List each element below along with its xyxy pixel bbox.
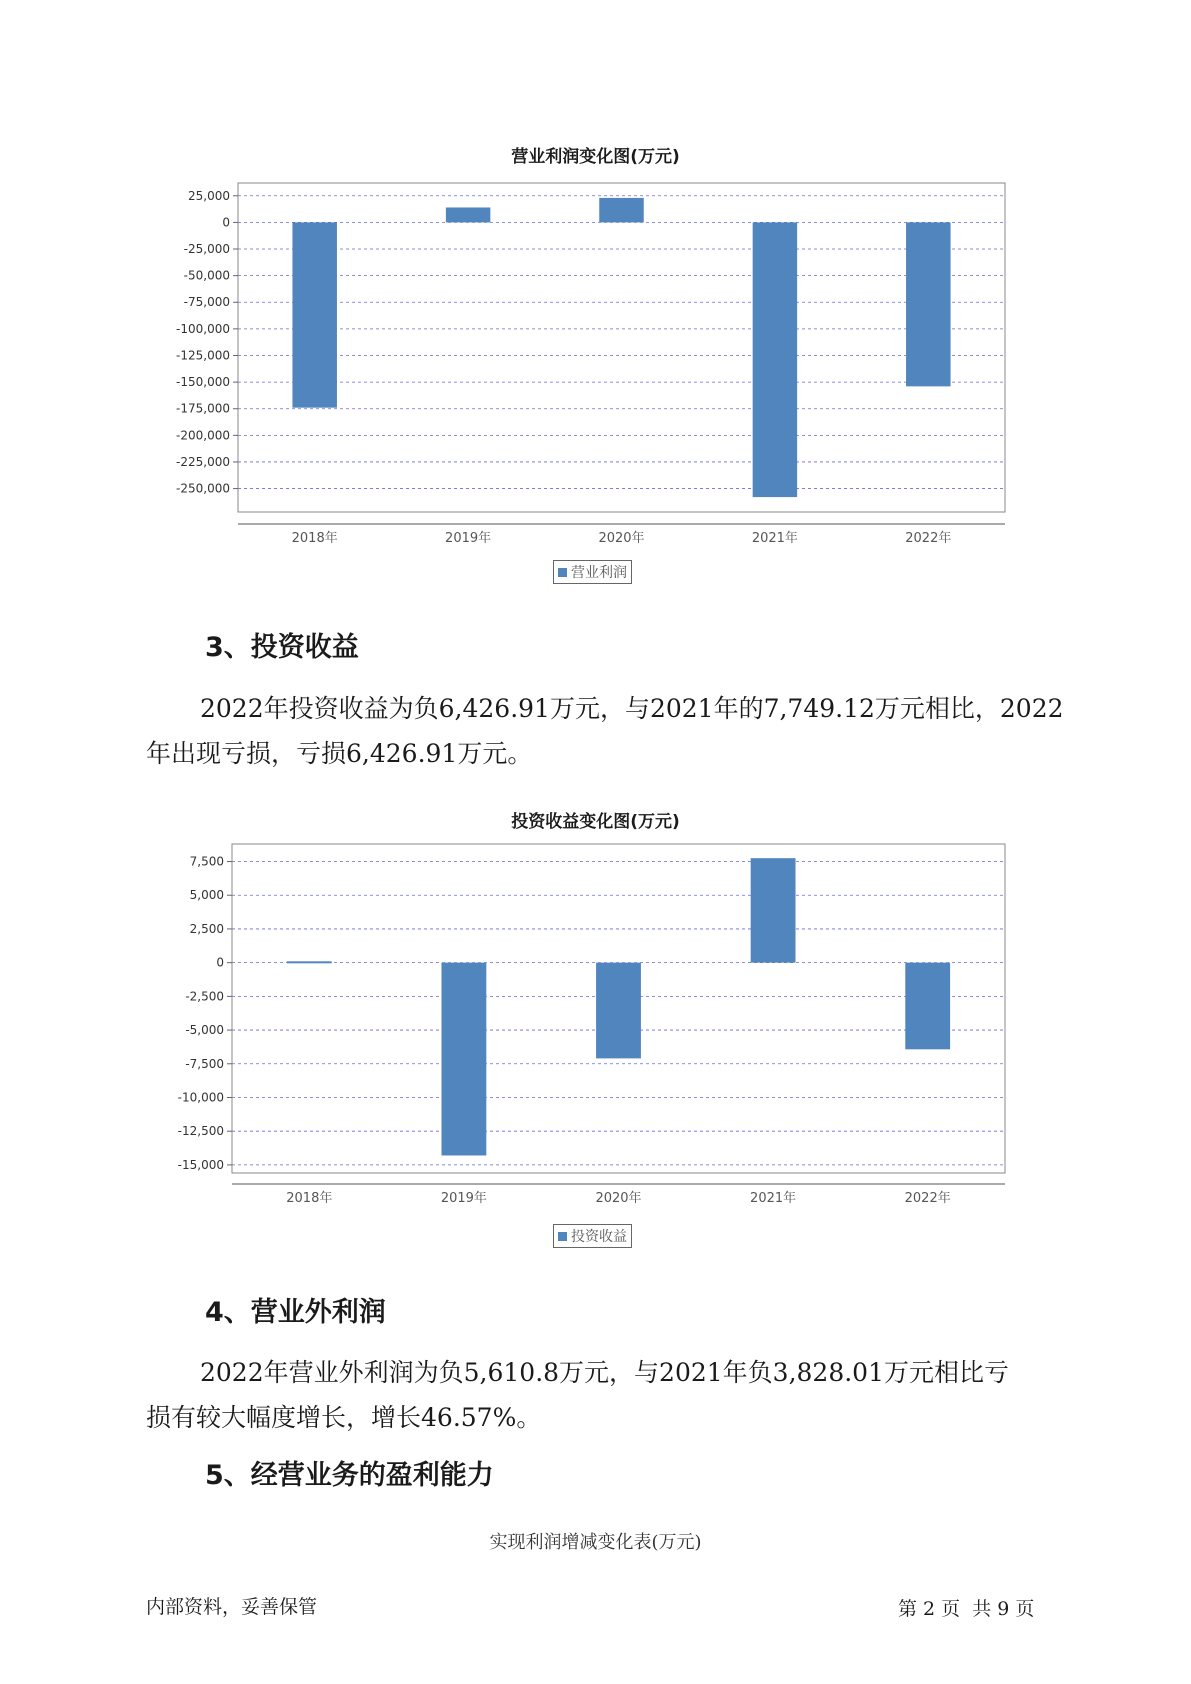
chart-title-investment-income: 投资收益变化图(万元) bbox=[511, 812, 680, 832]
bar bbox=[441, 963, 486, 1156]
bar bbox=[596, 963, 641, 1059]
y-tick-label: -25,000 bbox=[183, 242, 230, 257]
legend-swatch bbox=[558, 1232, 567, 1241]
x-tick-label: 2021年 bbox=[750, 1191, 797, 1206]
y-tick-label: 2,500 bbox=[189, 921, 224, 936]
y-tick-label: -200,000 bbox=[176, 428, 230, 443]
x-tick-label: 2019年 bbox=[440, 1191, 487, 1206]
y-tick-label: -10,000 bbox=[177, 1090, 224, 1105]
y-tick-label: -225,000 bbox=[176, 454, 230, 469]
x-tick-label: 2021年 bbox=[751, 531, 798, 546]
x-tick-label: 2022年 bbox=[905, 531, 952, 546]
y-tick-label: -175,000 bbox=[176, 401, 230, 416]
x-tick-label: 2022年 bbox=[904, 1191, 951, 1206]
table-caption: 实现利润增减变化表(万元) bbox=[489, 1532, 702, 1553]
y-tick-label: 0 bbox=[222, 215, 230, 230]
y-tick-label: -50,000 bbox=[183, 268, 230, 283]
paragraph-line: 损有较大幅度增长，增长46.57%。 bbox=[146, 1403, 542, 1432]
chart-title-operating-profit: 营业利润变化图(万元) bbox=[511, 147, 680, 167]
bar bbox=[287, 961, 332, 963]
y-tick-label: -250,000 bbox=[176, 481, 230, 496]
legend-label: 营业利润 bbox=[571, 565, 627, 581]
y-tick-label: -2,500 bbox=[185, 989, 224, 1004]
y-tick-label: -150,000 bbox=[176, 375, 230, 390]
y-tick-label: 5,000 bbox=[189, 888, 224, 903]
x-tick-label: 2019年 bbox=[445, 531, 492, 546]
chart-legend-investment-income bbox=[553, 1224, 632, 1248]
y-tick-label: 0 bbox=[216, 955, 224, 970]
footer-page-number: 第 2 页 共 9 页 bbox=[898, 1598, 1035, 1620]
x-tick-label: 2018年 bbox=[286, 1191, 333, 1206]
paragraph-line: 2022年投资收益为负6,426.91万元，与2021年的7,749.12万元相比，2022 bbox=[200, 694, 1064, 723]
y-tick-label: -75,000 bbox=[183, 295, 230, 310]
footer-left: 内部资料，妥善保管 bbox=[146, 1596, 318, 1618]
paragraph-line: 2022年营业外利润为负5,610.8万元，与2021年负3,828.01万元相比亏 bbox=[200, 1358, 1009, 1387]
section-paragraph-4 bbox=[146, 1350, 1076, 1440]
x-tick-label: 2020年 bbox=[598, 531, 645, 546]
y-tick-label: -15,000 bbox=[177, 1157, 224, 1172]
section-heading-4: 4、营业外利润 bbox=[205, 1297, 386, 1328]
y-tick-label: 7,500 bbox=[189, 854, 224, 869]
bar bbox=[905, 963, 950, 1050]
bar bbox=[751, 858, 796, 962]
y-tick-label: -100,000 bbox=[176, 321, 230, 336]
x-tick-label: 2020年 bbox=[595, 1191, 642, 1206]
section-heading-5: 5、经营业务的盈利能力 bbox=[205, 1460, 494, 1491]
legend-label: 投资收益 bbox=[571, 1229, 627, 1245]
x-tick-label: 2018年 bbox=[291, 531, 338, 546]
y-tick-label: -12,500 bbox=[177, 1124, 224, 1139]
section-heading-3: 3、投资收益 bbox=[205, 632, 359, 663]
y-tick-label: 25,000 bbox=[188, 188, 230, 203]
y-tick-label: -125,000 bbox=[176, 348, 230, 363]
y-tick-label: -7,500 bbox=[185, 1056, 224, 1071]
paragraph-line: 年出现亏损，亏损6,426.91万元。 bbox=[146, 739, 533, 768]
y-tick-label: -5,000 bbox=[185, 1023, 224, 1038]
